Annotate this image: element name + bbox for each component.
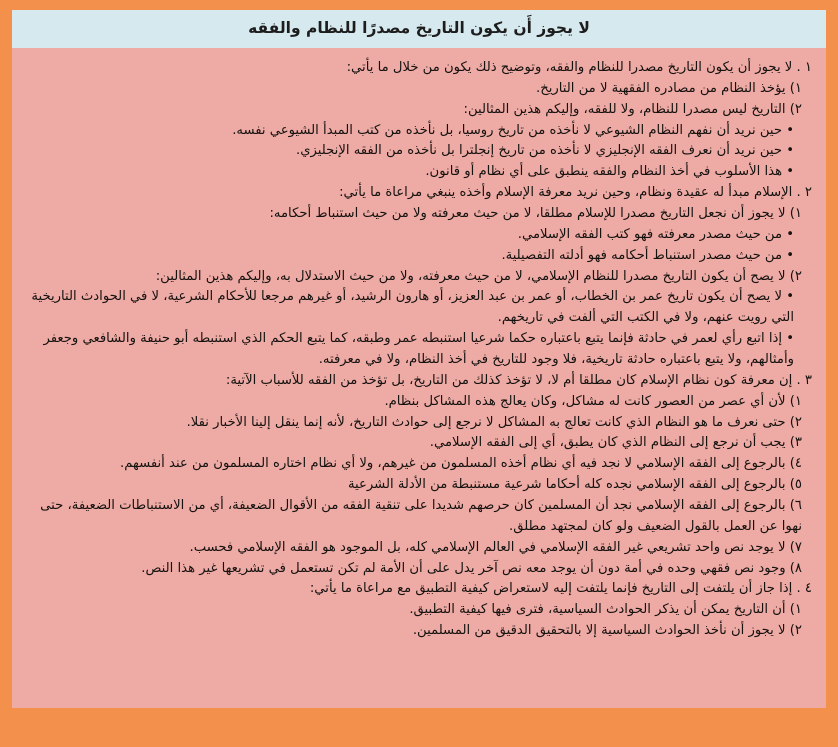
document-line: ٢) التاريخ ليس مصدرا للنظام، ولا للفقه، وإليكم هذين المثالين:	[463, 101, 802, 117]
document-line: ٢) لا يصح أن يكون التاريخ مصدرا للنظام الإسلامي، لا من حيث معرفته، ولا من حيث الاستدلال به، وإليكم هذين المثالين:	[155, 268, 802, 284]
document-line: • حين نريد أن نفهم النظام الشيوعي لا نأخذه من تاريخ روسيا، بل نأخذه من كتب المبدأ الشيوعي نفسه.	[232, 122, 794, 138]
document-line: ٢) لا يجوز أن نأخذ الحوادث السياسية إلا بالتحقيق الدقيق من المسلمين.	[412, 623, 802, 639]
document-line: ٦) بالرجوع إلى الفقه الإسلامي نجد أن المسلمين كان حرصهم شديدا على تنقية الفقه من الأقوال الضعيفة، أي من الاستنباطات الضعيفة، حتى نهوا عن العمل بالقول الضعيف ولو كان لمجتهد مطلق.	[40, 498, 802, 534]
document-line: ٣ . إن معرفة كون نظام الإسلام كان مطلقا أم لا، لا تؤخذ كذلك من التاريخ، بل تؤخذ من الفقه للأسباب الآتية:	[225, 372, 812, 388]
document-line: • من حيث مصدر معرفته فهو كتب الفقه الإسلامي.	[517, 226, 794, 242]
document-line: ٥) بالرجوع إلى الفقه الإسلامي نجده كله أحكاما شرعية مستنبطة من الأدلة الشرعية	[347, 477, 802, 493]
document-line: ٧) لا يوجد نص واحد تشريعي غير الفقه الإسلامي في العالم الإسلامي كله، بل الموجود هو الفقه الإسلامي فحسب.	[189, 539, 802, 555]
document-line: ١) لا يجوز أن نجعل التاريخ مصدرا للإسلام مطلقا، لا من حيث معرفته ولا من حيث استنباط أحكامه:	[269, 206, 802, 222]
document-line: ٣) يجب أن نرجع إلى النظام الذي كان يطبق، أي إلى الفقه الإسلامي.	[429, 435, 802, 451]
document-line: ١) لأن أي عصر من العصور كانت له مشاكل، وكان يعالج هذه المشاكل بنظام.	[384, 393, 802, 409]
document-line: • حين نريد أن نعرف الفقه الإنجليزي لا نأخذه من تاريخ إنجلترا بل نأخذه من الفقه الإنجليزي.	[296, 143, 794, 159]
document-line: • هذا الأسلوب في أخذ النظام والفقه ينطبق على أي نظام أو قانون.	[425, 164, 794, 180]
document-line: ٤ . إذا جاز أن يلتفت إلى التاريخ فإنما يلتفت إليه لاستعراض كيفية التطبيق مع مراعاة ما يأتي:	[309, 581, 812, 597]
document-line: ٨) وجود نص فقهي وحده في أمة دون أن يوجد معه نص آخر يدل على أن الأمة لم تكن تستعمل في تشريعها غير هذا النص.	[141, 560, 802, 576]
document-line: ٢ . الإسلام مبدأ له عقيدة ونظام، وحين نريد معرفة الإسلام وأخذه ينبغي مراعاة ما يأتي:	[339, 185, 812, 201]
document-title: لا يجوز أَن يكون التاريخ مصدرًا للنظام والفقه	[12, 10, 826, 48]
document-line: ١) أن التاريخ يمكن أن يذكر الحوادث السياسية، فترى فيها كيفية التطبيق.	[409, 602, 802, 618]
document-line: ٤) بالرجوع إلى الفقه الإسلامي لا نجد فيه أي نظام أخذه المسلمون من غيرهم، ولا أي نظام اختاره المسلمون من عند أنفسهم.	[120, 456, 802, 472]
document-line: ١ . لا يجوز أن يكون التاريخ مصدرا للنظام والفقه، وتوضيح ذلك يكون من خلال ما يأتي:	[346, 60, 812, 75]
document-body	[12, 48, 826, 708]
document-line: • لا يصح أن يكون تاريخ عمر بن الخطاب، أو عمر بن عبد العزيز، أو هارون الرشيد، أو غيرهم مرجعا للأحكام الشرعية، لا في الحوادث التاريخية التي رويت عنهم، ولا في الكتب التي ألفت في تاريخهم.	[31, 289, 794, 326]
document-line: ٢) حتى نعرف ما هو النظام الذي كانت تعالج به المشاكل لا نرجع إلى حوادث التاريخ، لأنه إنما ينقل إلينا الأخبار نقلا.	[186, 414, 802, 430]
document-line: ١) يؤخذ النظام من مصادره الفقهية لا من التاريخ.	[536, 80, 802, 96]
document-line: • إذا اتبع رأي لعمر في حادثة فإنما يتبع باعتباره حكما شرعيا استنبطه عمر وطبقه، كما يتبع الحكم الذي استنبطه أبو حنيفة والشافعي وجعفر وأمثالهم، ولا يتبع باعتباره حادثة تاريخية، فلا وجود للتاريخ في أخذ النظام، ولا في معرفته.	[43, 331, 794, 368]
document-lines	[26, 58, 812, 642]
document-line: • من حيث مصدر استنباط أحكامه فهو أدلته التفصيلية.	[501, 247, 794, 263]
